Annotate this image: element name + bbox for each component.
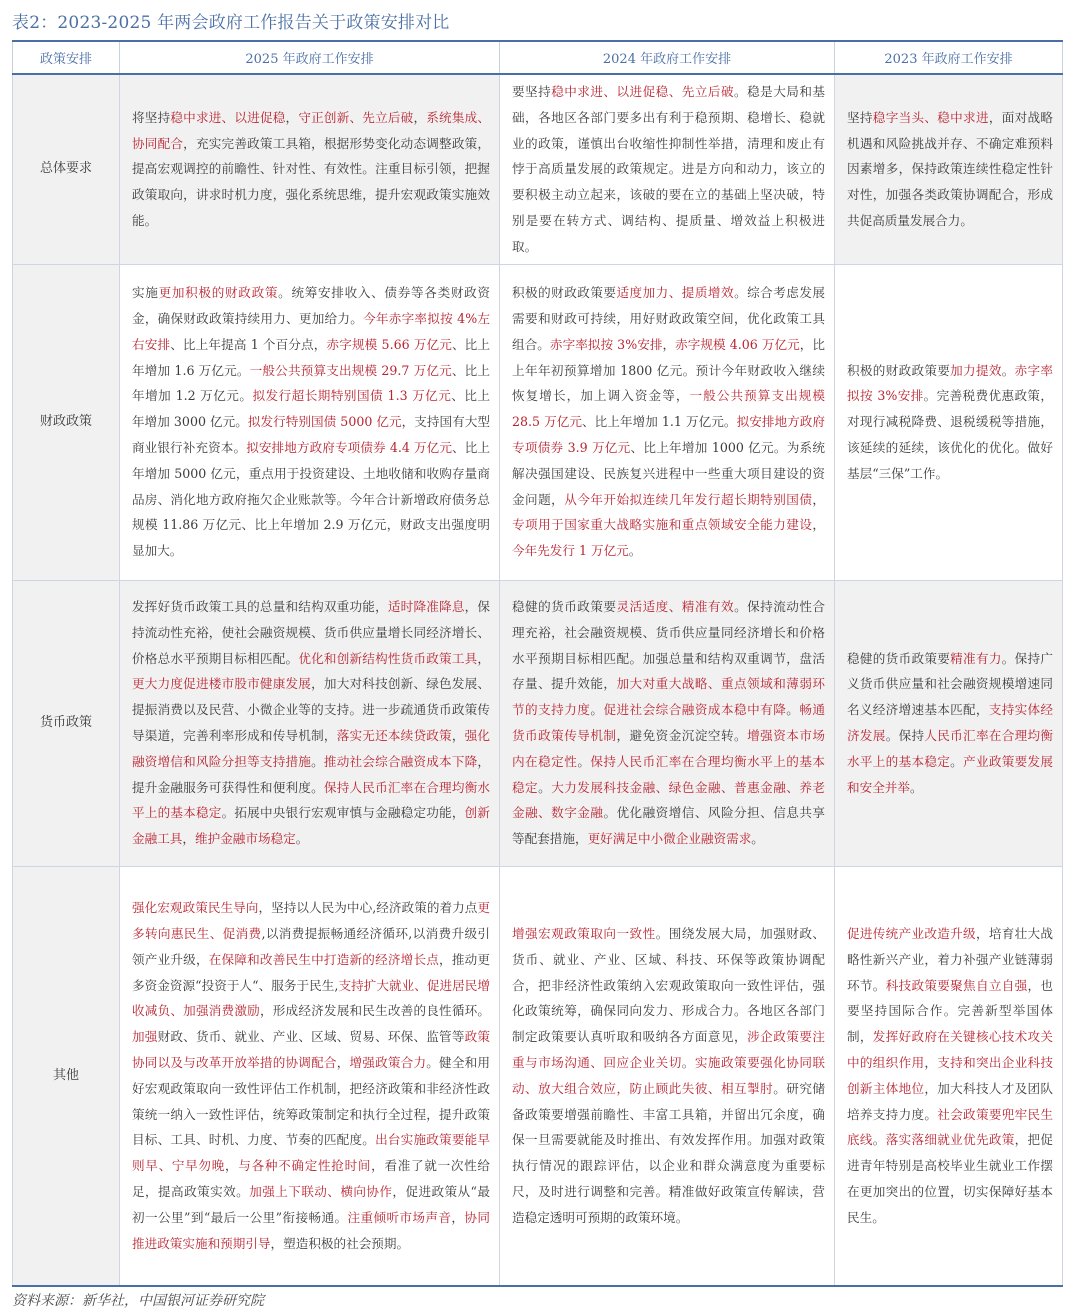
highlight-text: 更大力度促进楼市股市健康发展 [132,676,312,692]
highlight-text: 拟发行特别国债 5000 亿元 [247,414,402,430]
body-text: ，把促进青年特别是高校毕业生就业工作摆在更加突出的位置，切实保障好基本民生。 [847,1132,1054,1225]
body-text: ，充实完善政策工具箱，根据形势变化动态调整政策，提高宏观调控的前瞻性、针对性、有效性。注重目标引领，把握政策取向，讲求时机力度，强化系统思维，提升宏观政策实施效能。 [132,135,491,228]
body-text: ，也要坚持国际合作。完善新型举国体制， [847,977,1054,1045]
highlight-text: 稳中求进、以进促稳 [170,109,286,125]
body-text: ， [451,1209,465,1225]
body-text: ， [924,1055,938,1071]
body-text: 积极的财政政策要 [512,285,617,301]
body-text: 、比上年增加 1.6 万亿元。 [132,336,490,378]
body-text: ， [336,1055,350,1071]
body-text: ，避免资金沉淀空转。 [616,728,748,744]
cell-2024 [500,74,835,264]
highlight-text: 更加积极的财政政策 [158,285,279,301]
highlight-text: 拟安排地方政府专项债券 3.9 万亿元 [512,414,825,455]
body-text: 。 [577,753,591,769]
body-text: ，保持流动性充裕，使社会融资规模、货币供应量增长同经济增长、价格总水平预期目标相匹配。 [132,599,491,666]
highlight-text: 落实落细就业优先政策 [885,1132,1015,1148]
body-text: 。健全和用好宏观政策取向一致性评估工作机制，把经济政策和非经济性政策统一纳入一致性评估，统筹政策制定和执行全过程，提升政策目标、工具、时机、力度、节奏的匹配度。 [132,1055,491,1148]
highlight-text: 大力发展科技金融、绿色金融、普惠金融、养老金融、数字金融 [512,779,826,821]
body-text: 。统筹安排收入、债券等各类财政资金，确保财政政策持续用力、更加给力。 [132,285,491,326]
body-text: 、比上年增加 3000 亿元。 [132,388,490,430]
row-monetary [13,580,1063,866]
body-text: ，加大科技人才及团队培养支持力度。 [847,1080,1054,1122]
header-2024: 2024 年政府工作安排 [500,41,835,74]
highlight-text: 从今年开始拟连续几年发行超长期特别国债 [564,491,813,507]
body-text: ，面对战略机遇和风险挑战并存、不确定难预料因素增多，保持政策连续性稳定性针对性，加强各类政策协调配合，形成共促高质量发展合力。 [847,109,1054,228]
highlight-text: 推动社会综合融资成本下降 [323,753,478,769]
body-text: ，提升金融服务可获得性和便利度。 [132,753,491,795]
highlight-text: 实施政策要强化协同联动、放大组合效应，防止顾此失彼、相互掣肘 [512,1055,826,1096]
body-text: ， [812,491,826,507]
body-text: ， [182,831,195,847]
highlight-text: 今年赤字率拟按 4%左右安排 [132,310,491,352]
body-text: ，推动更多资金资源“投资于人“、服务于民生, [132,951,491,993]
body-text: ，比上年年初预算增加 1800 亿元。预计今年财政收入继续恢复增长，加上调入资金等， [512,336,825,404]
body-text: 、比上年提高 1 个百分点， [170,336,327,352]
category-cell: 财政政策 [13,264,120,580]
body-text: 要坚持 [512,84,552,99]
body-text: ，支持国有大型商业银行补充资本。 [132,414,491,455]
body-text: 。 [751,831,764,847]
body-text: 。稳是大局和基础，各地区各部门要多出有利于稳预期、稳增长、稳就业的政策，谨慎出台收缩性抑制性举措，清理和废止有悖于高质量发展的政策规定。进是方向和动力，该立的要积极主动立起来，该破的要在立的基础上坚决破，特别是要在转方式、调结构、提质量、增效益上积极进取。 [512,84,826,254]
highlight-text: 人民币汇率在合理均衡水平上的基本稳定 [847,728,1054,769]
highlight-text: 拟发行超长期特别国债 1.3 万亿元 [252,388,452,404]
highlight-text: 增强政策合力 [349,1055,427,1071]
highlight-text: 稳中求进、以进促稳、先立后破 [551,84,735,99]
body-text: ， [451,728,465,744]
highlight-text: 更好满足中小微企业融资需求 [587,831,752,847]
highlight-text: 保持人民币汇率在合理均衡水平上的基本稳定 [512,753,826,795]
body-text: 积极的财政政策要 [847,362,951,378]
highlight-text: 出台实施政策要能早则早、宁早勿晚 [132,1132,491,1174]
highlight-text: 适度加力、提质增效 [616,285,735,301]
highlight-text: 增强资本市场内在稳定性 [512,728,826,769]
header-row [13,41,1063,74]
body-text: 。 [538,779,552,795]
body-text: ,以消费提振畅通经济循环,以消费升级引领产业升级， [132,926,490,967]
policy-comparison-table [12,40,1063,1287]
category-cell: 总体要求 [13,74,120,264]
body-text: ， [477,650,491,666]
highlight-text: 畅通货币政策传导机制 [512,702,826,744]
cell-2023 [835,264,1063,580]
body-text: ，坚持以人民为中心,经济政策的着力点 [258,900,478,916]
cell-2025 [120,264,500,580]
body-text: ， [285,109,299,125]
highlight-text: 在保障和改善民生中打造新的经济增长点 [208,951,440,967]
body-text: 。 [628,543,642,559]
body-text: 发挥好货币政策工具的总量和结构双重功能， [132,599,388,615]
body-text: 。保持 [885,728,925,744]
row-fiscal [13,264,1063,580]
body-text: 。 [590,702,604,718]
highlight-text: 加强 [132,1029,158,1045]
highlight-text: 更多转向惠民生、促消费 [132,900,491,942]
body-text: ，看准了就一次性给足，提高政策实效。 [132,1158,491,1200]
highlight-text: 加力提效 [950,362,1002,378]
highlight-text: 与各种不确定性抢时间 [238,1158,372,1174]
cell-2024 [500,866,835,1286]
body-text: 稳健的货币政策要 [512,599,617,615]
body-text: 。拓展中央银行宏观审慎与金融稳定功能， [221,805,465,821]
cell-2025 [120,74,500,264]
highlight-text: 赤字规模 5.66 万亿元 [326,336,452,352]
body-text: 。 [1001,362,1015,378]
body-text: 将坚持 [132,109,171,125]
highlight-text: 精准有力 [950,650,1002,666]
body-text: ， [225,1158,239,1174]
body-text: 、比上年增加 1.2 万亿元。 [132,362,490,404]
highlight-text: 促进传统产业改造升级 [847,926,976,942]
highlight-text: 发挥好政府在关键核心技术攻关中的组织作用 [847,1029,1054,1071]
body-text: 。完善税费优惠政策，对现行减税降费、退税缓税等措施，该延续的延续，该优化的优化。做好基层“三保”工作。 [847,388,1054,481]
highlight-text: 守正创新、先立后破 [298,109,414,125]
body-text: 坚持 [847,109,873,125]
cell-2023 [835,580,1063,866]
body-text: 稳健的货币政策要 [847,650,951,666]
highlight-text: 增强宏观政策取向一致性 [512,926,656,942]
highlight-text: 协同推进政策实施和预期引导 [132,1209,491,1251]
row-other [13,866,1063,1286]
body-text: ， [413,109,427,125]
highlight-text: 今年先发行 1 万亿元 [512,543,629,559]
body-text: ，加大对科技创新、绿色发展、提振消费以及民营、小微企业等的支持。进一步疏通货币政策传导渠道，完善利率形成和传导机制， [132,676,491,744]
body-text: 。研究储备政策要增强前瞻性、丰富工具箱，并留出冗余度，确保一旦需要就能及时推出、有效发挥作用。加强对政策执行情况的跟踪评估，以企业和群众满意度为重要标尺，及时进行调整和完善。精准做好政策宣传解读，营造稳定透明可预期的政策环境。 [512,1080,826,1225]
highlight-text: 强化融资增信和风险分担等支持措施 [132,728,491,769]
highlight-text: 科技政策要聚焦自立自强 [885,977,1028,993]
highlight-text: 强化宏观政策民生导向 [132,900,259,916]
body-text: 。 [872,1132,886,1148]
header-category: 政策安排 [13,41,120,74]
body-text: 。保持流动性合理充裕，社会融资规模、货币供应量同经济增长和价格水平预期目标相匹配。加强总量和结构双重调节，盘活存量、提升效能， [512,599,826,692]
body-text: ，塑造积极的社会预期。 [270,1235,410,1251]
cell-2023 [835,866,1063,1286]
body-text: 。 [681,1055,695,1071]
highlight-text: 社会政策要兜牢民生底线 [847,1106,1054,1148]
header-2025: 2025 年政府工作安排 [120,41,500,74]
body-text: ， [662,336,676,352]
cell-2024 [500,264,835,580]
highlight-text: 适时降准降息 [387,599,465,615]
category-cell: 其他 [13,866,120,1286]
body-text: 。 [311,753,324,769]
cell-2025 [120,866,500,1286]
body-text: 财政、货币、就业、产业、区域、贸易、环保、监管等 [157,1029,465,1045]
body-text: 、比上年增加 1000 亿元。为系统解决强国建设、民族复兴进程中一些重大项目建设的资金问题， [512,439,825,507]
body-text: 。综合考虑发展需要和财政可持续，用好财政政策空间，优化政策工具组合。 [512,285,826,352]
body-text: 。 [909,779,923,795]
cell-2023 [835,74,1063,264]
cell-2025 [120,580,500,866]
body-text: ， [812,517,825,533]
highlight-text: 专项用于国家重大战略实施和重点领域安全能力建设 [512,517,813,533]
highlight-text: 促进社会综合融资成本稳中有降 [603,702,787,718]
highlight-text: 注重倾听市场声音 [347,1209,452,1225]
row-overall [13,74,1063,264]
highlight-text: 政策协同以及与改革开放举措的协调配合 [132,1029,491,1071]
highlight-text: 产业政策要发展和安全并举 [847,753,1054,795]
source-note: 资料来源：新华社，中国银河证券研究院 [12,1293,264,1309]
highlight-text: 加强上下联动、横向协作 [249,1184,393,1200]
highlight-text: 涉企政策要注重与市场沟通、回应企业关切 [512,1029,826,1071]
header-2023: 2023 年政府工作安排 [835,41,1063,74]
highlight-text: 创新金融工具 [132,805,491,847]
highlight-text: 赤字率拟按 3%安排 [847,362,1054,404]
highlight-text: 系统集成、协同配合 [132,109,491,151]
body-text: ，形成经济发展和民生改善的良性循环。 [259,1003,491,1019]
body-text: 、比上年增加 5000 亿元，重点用于投资建设、土地收储和收购存量商品房、消化地方政府拖欠企业账款等。今年合计新增政府债务总规模 11.86 万亿元、比上年增加 2.9 万亿元，财政支出强度明显加大。 [132,439,490,559]
body-text: 实施 [132,285,159,301]
body-text: ，促进政策从“最初一公里”到“最后一公里”衔接畅通。 [132,1184,491,1225]
highlight-text: 支持实体经济发展 [847,702,1054,744]
table-title: 表2：2023-2025 年两会政府工作报告关于政策安排对比 [12,13,450,33]
highlight-text: 稳字当头、稳中求进 [872,109,989,125]
category-cell: 货币政策 [13,580,120,866]
body-text: 、比上年增加 1.1 万亿元。 [582,414,737,430]
highlight-text: 落实无还本续贷政策 [336,728,452,744]
cell-2024 [500,580,835,866]
highlight-text: 灵活适度、精准有效 [616,599,735,615]
highlight-text: 加大对重大战略、重点领域和薄弱环节的支持力度 [512,676,826,718]
body-text: 。 [786,702,800,718]
highlight-text: 维护金融市场稳定 [194,831,296,847]
highlight-text: 拟安排地方政府专项债券 4.4 万亿元 [246,439,453,455]
highlight-text: 支持和突出企业科技创新主体地位 [847,1055,1054,1096]
highlight-text: 一般公共预算支出规模 29.7 万亿元 [249,362,452,378]
highlight-text: 赤字率拟按 3%安排 [549,336,663,352]
highlight-text: 优化和创新结构性货币政策工具 [298,650,478,666]
body-text: 。 [950,753,964,769]
body-text: 。 [295,831,309,847]
body-text: 。保持广义货币供应量和社会融资规模增速同名义经济增速基本匹配， [847,650,1054,718]
body-text: ，培育壮大战略性新兴产业，着力补强产业链薄弱环节。 [847,926,1054,993]
highlight-text: 保持人民币汇率在合理均衡水平上的基本稳定 [132,779,491,821]
highlight-text: 一般公共预算支出规模 28.5 万亿元 [512,388,826,430]
highlight-text: 赤字规模 4.06 万亿元 [675,336,800,352]
body-text: 。围绕发展大局，加强财政、货币、就业、产业、区域、科技、环保等政策协调配合，把非经济性政策纳入宏观政策取向一致性评估，强化政策统筹，确保同向发力、形成合力。各地区各部门制定政策要认真听取和吸纳各方面意见， [512,926,826,1045]
highlight-text: 支持扩大就业、促进居民增收减负、加强消费激励 [132,977,490,1019]
body-text: 。优化融资增信、风险分担、信息共享等配套措施， [512,805,826,847]
